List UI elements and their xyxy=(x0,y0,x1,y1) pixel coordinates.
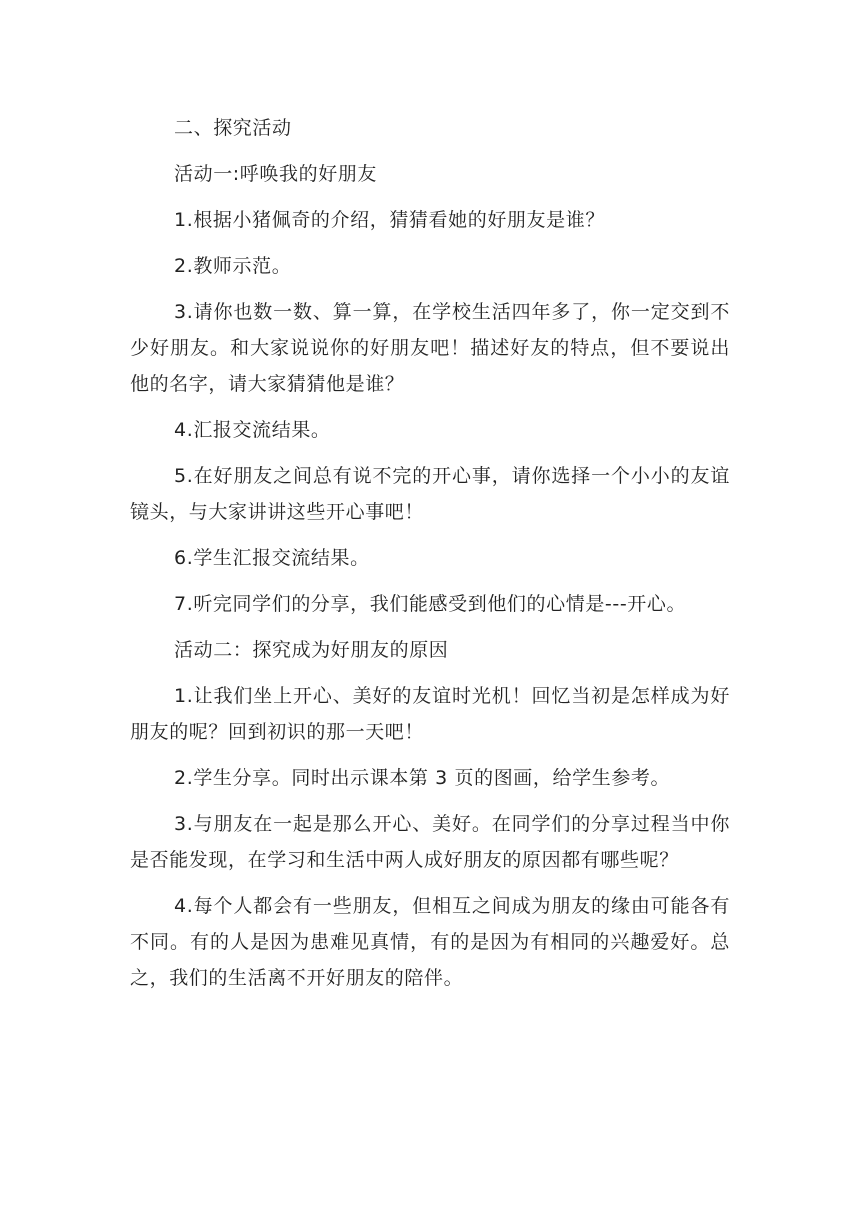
activity-1-step-1: 1.根据小猪佩奇的介绍，猜猜看她的好朋友是谁？ xyxy=(174,209,605,231)
activity-heading-1: 活动一:呼唤我的好朋友 xyxy=(174,163,378,185)
activity-2-step-1: 1.让我们坐上开心、美好的友谊时光机！回忆当初是怎样成为好朋友的呢？回到初识的那一天吧！ xyxy=(130,685,730,743)
activity-2-step-2: 2.学生分享。同时出示课本第 3 页的图画，给学生参考。 xyxy=(174,767,671,789)
activity-1-step-5: 5.在好朋友之间总有说不完的开心事，请你选择一个小小的友谊镜头，与大家讲讲这些开心事吧！ xyxy=(130,465,730,523)
activity-heading-2: 活动二：探究成为好朋友的原因 xyxy=(174,639,449,661)
section-heading: 二、探究活动 xyxy=(174,117,292,139)
activity-1-step-7: 7.听完同学们的分享，我们能感受到他们的心情是---开心。 xyxy=(174,593,687,615)
activity-2-step-4: 4.每个人都会有一些朋友，但相互之间成为朋友的缘由可能各有不同。有的人是因为患难见真情，有的是因为有相同的兴趣爱好。总之，我们的生活离不开好朋友的陪伴。 xyxy=(130,895,730,989)
document-body xyxy=(130,110,730,1006)
activity-1-step-6: 6.学生汇报交流结果。 xyxy=(174,547,370,569)
activity-1-step-3: 3.请你也数一数、算一算，在学校生活四年多了，你一定交到不少好朋友。和大家说说你的好朋友吧！描述好友的特点，但不要说出他的名字，请大家猜猜他是谁？ xyxy=(130,301,730,395)
activity-1-step-4: 4.汇报交流结果。 xyxy=(174,419,331,441)
activity-2-step-3: 3.与朋友在一起是那么开心、美好。在同学们的分享过程当中你是否能发现，在学习和生活中两人成好朋友的原因都有哪些呢？ xyxy=(130,813,730,871)
activity-1-step-2: 2.教师示范。 xyxy=(174,255,292,277)
